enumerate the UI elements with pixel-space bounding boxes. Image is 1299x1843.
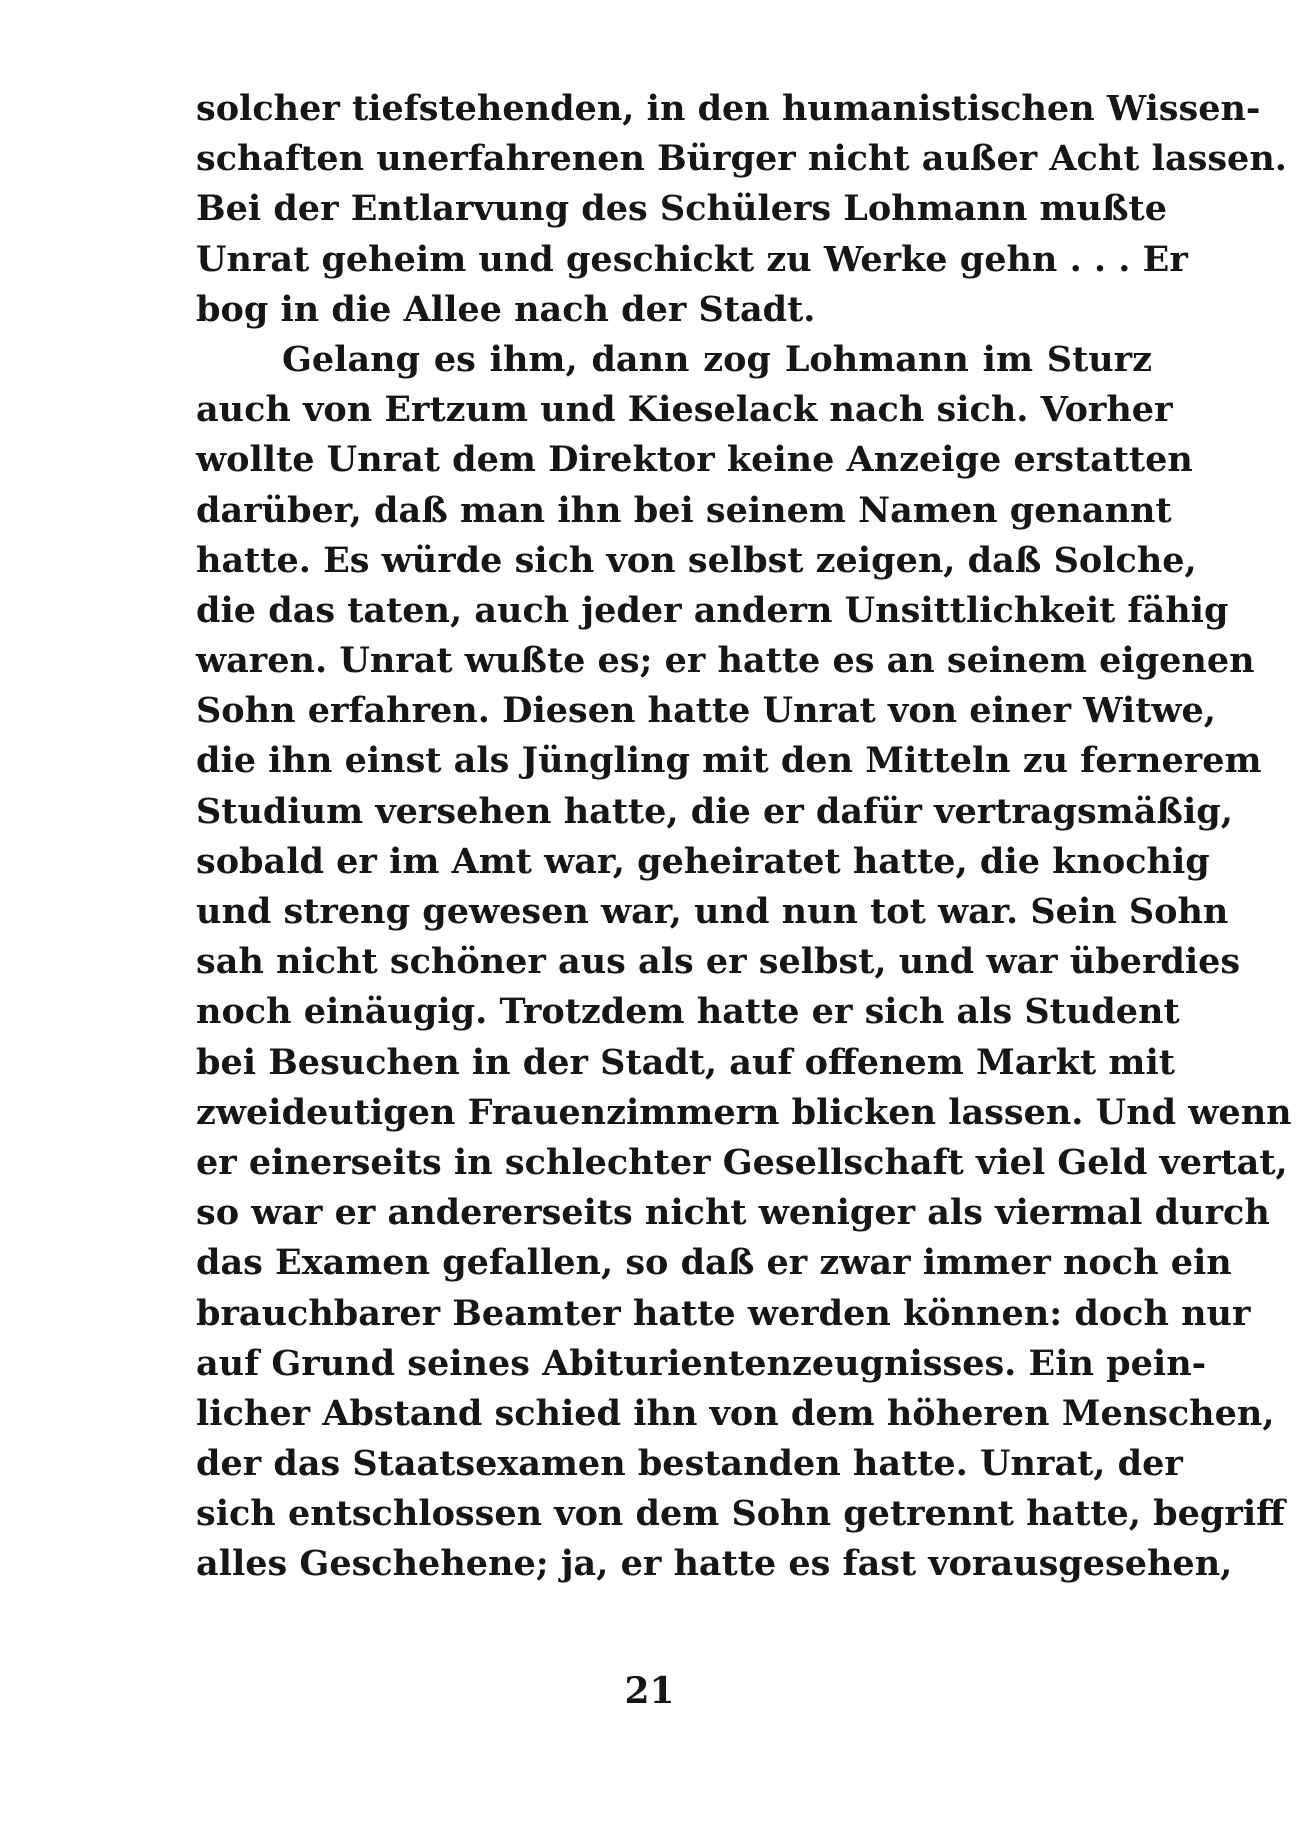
text-line: er einerseits in schlechter Gesellschaft viel Geld vertat,: [196, 1141, 1288, 1183]
text-line: die ihn einst als Jüngling mit den Mitteln zu fernerem: [196, 740, 1262, 782]
text-line: sah nicht schöner aus als er selbst, und war überdies: [196, 941, 1241, 983]
text-line: bog in die Allee nach der Stadt.: [196, 288, 816, 330]
text-line: zweideutigen Frauenzimmern blicken lassen. Und wenn: [196, 1091, 1292, 1133]
body-text: [196, 84, 1292, 1590]
text-line: noch einäugig. Trotzdem hatte er sich als Student: [196, 991, 1180, 1033]
text-line: die das taten, auch jeder andern Unsittlichkeit fähig: [196, 589, 1229, 631]
paragraph-first-line: Gelang es ihm, dann zog Lohmann im Sturz: [282, 338, 1152, 380]
text-line: licher Abstand schied ihn von dem höheren Menschen,: [196, 1392, 1275, 1434]
text-line: Sohn erfahren. Diesen hatte Unrat von einer Witwe,: [196, 690, 1216, 732]
text-line: hatte. Es würde sich von selbst zeigen, daß Solche,: [196, 539, 1197, 581]
text-line: darüber, daß man ihn bei seinem Namen genannt: [196, 489, 1172, 531]
text-line: auch von Ertzum und Kieselack nach sich. Vorher: [196, 389, 1173, 431]
text-line: solcher tiefstehenden, in den humanistischen Wissen-: [196, 88, 1261, 129]
text-line: so war er andererseits nicht weniger als viermal durch: [196, 1192, 1270, 1234]
text-line: brauchbarer Beamter hatte werden können: doch nur: [196, 1292, 1251, 1334]
text-line: bei Besuchen in der Stadt, auf offenem Markt mit: [196, 1041, 1175, 1083]
text-line: der das Staatsexamen bestanden hatte. Unrat, der: [196, 1443, 1183, 1485]
text-line: und streng gewesen war, und nun tot war. Sein Sohn: [196, 891, 1229, 932]
text-line: auf Grund seines Abiturientenzeugnisses. Ein pein-: [196, 1342, 1207, 1384]
page-number: 21: [624, 1670, 675, 1712]
text-line: Unrat geheim und geschickt zu Werke gehn . . . Er: [196, 238, 1188, 280]
text-line: schaften unerfahrenen Bürger nicht außer Acht lassen.: [196, 138, 1287, 180]
text-line: waren. Unrat wußte es; er hatte es an seinem eigenen: [196, 640, 1255, 682]
text-line: das Examen gefallen, so daß er zwar immer noch ein: [196, 1242, 1232, 1284]
text-line: Studium versehen hatte, die er dafür vertragsmäßig,: [196, 790, 1233, 832]
text-line: sich entschlossen von dem Sohn getrennt hatte, begriff: [196, 1493, 1285, 1535]
text-line: Bei der Entlarvung des Schülers Lohmann mußte: [196, 188, 1167, 230]
text-line: wollte Unrat dem Direktor keine Anzeige erstatten: [196, 439, 1193, 481]
text-line: sobald er im Amt war, geheiratet hatte, die knochig: [196, 840, 1210, 882]
text-line: alles Geschehene; ja, er hatte es fast vorausgesehen,: [196, 1543, 1233, 1585]
